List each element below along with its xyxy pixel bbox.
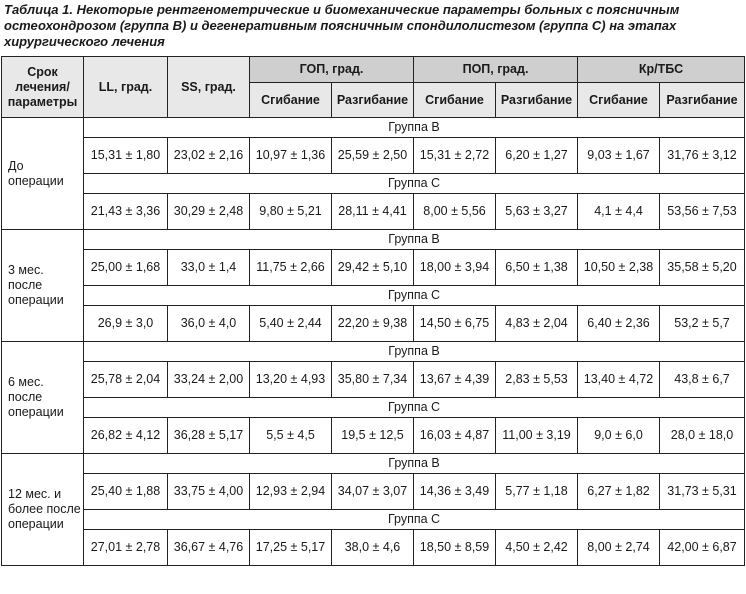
value-cell: 31,76 ± 3,12 xyxy=(660,138,745,174)
value-cell: 15,31 ± 2,72 xyxy=(414,138,496,174)
value-cell: 11,75 ± 2,66 xyxy=(250,250,332,286)
value-cell: 28,11 ± 4,41 xyxy=(332,194,414,230)
group-label: Группа С xyxy=(84,174,745,194)
value-cell: 5,63 ± 3,27 xyxy=(496,194,578,230)
header-gop-flex: Сгибание xyxy=(250,83,332,118)
value-cell: 4,83 ± 2,04 xyxy=(496,306,578,342)
header-kr: Кр/ТБС xyxy=(578,57,745,83)
table-caption xyxy=(4,2,742,50)
group-label: Группа В xyxy=(84,342,745,362)
value-cell: 38,0 ± 4,6 xyxy=(332,530,414,566)
header-ss: SS, град. xyxy=(168,57,250,118)
table-header xyxy=(2,57,745,118)
value-cell: 6,40 ± 2,36 xyxy=(578,306,660,342)
period-cell: 3 мес. после операции xyxy=(2,230,84,342)
value-cell: 36,67 ± 4,76 xyxy=(168,530,250,566)
value-cell: 17,25 ± 5,17 xyxy=(250,530,332,566)
value-cell: 36,28 ± 5,17 xyxy=(168,418,250,454)
group-label-row xyxy=(2,174,745,194)
value-cell: 42,00 ± 6,87 xyxy=(660,530,745,566)
value-cell: 30,29 ± 2,48 xyxy=(168,194,250,230)
header-pop-ext: Разгибание xyxy=(496,83,578,118)
value-cell: 36,0 ± 4,0 xyxy=(168,306,250,342)
value-cell: 25,59 ± 2,50 xyxy=(332,138,414,174)
value-cell: 53,2 ± 5,7 xyxy=(660,306,745,342)
value-cell: 27,01 ± 2,78 xyxy=(84,530,168,566)
value-cell: 10,50 ± 2,38 xyxy=(578,250,660,286)
group-label-row xyxy=(2,510,745,530)
value-cell: 43,8 ± 6,7 xyxy=(660,362,745,398)
header-gop-ext: Разгибание xyxy=(332,83,414,118)
table-row xyxy=(2,418,745,454)
group-label-row xyxy=(2,230,745,250)
group-label: Группа С xyxy=(84,286,745,306)
group-label: Группа С xyxy=(84,510,745,530)
group-label: Группа С xyxy=(84,398,745,418)
value-cell: 33,0 ± 1,4 xyxy=(168,250,250,286)
value-cell: 12,93 ± 2,94 xyxy=(250,474,332,510)
value-cell: 25,40 ± 1,88 xyxy=(84,474,168,510)
value-cell: 10,97 ± 1,36 xyxy=(250,138,332,174)
header-gop: ГОП, град. xyxy=(250,57,414,83)
value-cell: 16,03 ± 4,87 xyxy=(414,418,496,454)
group-label-row xyxy=(2,342,745,362)
table-row xyxy=(2,362,745,398)
value-cell: 53,56 ± 7,53 xyxy=(660,194,745,230)
value-cell: 25,00 ± 1,68 xyxy=(84,250,168,286)
value-cell: 4,1 ± 4,4 xyxy=(578,194,660,230)
value-cell: 6,20 ± 1,27 xyxy=(496,138,578,174)
group-label-row xyxy=(2,286,745,306)
value-cell: 6,27 ± 1,82 xyxy=(578,474,660,510)
value-cell: 19,5 ± 12,5 xyxy=(332,418,414,454)
value-cell: 23,02 ± 2,16 xyxy=(168,138,250,174)
group-label-row xyxy=(2,398,745,418)
value-cell: 13,67 ± 4,39 xyxy=(414,362,496,398)
value-cell: 35,58 ± 5,20 xyxy=(660,250,745,286)
group-label: Группа В xyxy=(84,118,745,138)
value-cell: 6,50 ± 1,38 xyxy=(496,250,578,286)
value-cell: 34,07 ± 3,07 xyxy=(332,474,414,510)
value-cell: 21,43 ± 3,36 xyxy=(84,194,168,230)
data-table xyxy=(1,56,745,566)
caption-line: Таблица 1. Некоторые рентгенометрические и биомеханические параметры больных с поясничным xyxy=(4,2,680,17)
value-cell: 14,36 ± 3,49 xyxy=(414,474,496,510)
value-cell: 5,77 ± 1,18 xyxy=(496,474,578,510)
value-cell: 33,75 ± 4,00 xyxy=(168,474,250,510)
value-cell: 8,00 ± 5,56 xyxy=(414,194,496,230)
period-cell: 12 мес. и более после операции xyxy=(2,454,84,566)
header-period: Срок лечения/параметры xyxy=(2,57,84,118)
group-label: Группа В xyxy=(84,230,745,250)
value-cell: 9,0 ± 6,0 xyxy=(578,418,660,454)
value-cell: 9,03 ± 1,67 xyxy=(578,138,660,174)
value-cell: 2,83 ± 5,53 xyxy=(496,362,578,398)
table-row xyxy=(2,306,745,342)
value-cell: 31,73 ± 5,31 xyxy=(660,474,745,510)
value-cell: 26,9 ± 3,0 xyxy=(84,306,168,342)
value-cell: 5,5 ± 4,5 xyxy=(250,418,332,454)
header-ll: LL, град. xyxy=(84,57,168,118)
header-kr-ext: Разгибание xyxy=(660,83,745,118)
table-row xyxy=(2,530,745,566)
table-row xyxy=(2,138,745,174)
value-cell: 13,20 ± 4,93 xyxy=(250,362,332,398)
value-cell: 28,0 ± 18,0 xyxy=(660,418,745,454)
table-row xyxy=(2,474,745,510)
value-cell: 9,80 ± 5,21 xyxy=(250,194,332,230)
value-cell: 5,40 ± 2,44 xyxy=(250,306,332,342)
period-cell: До операции xyxy=(2,118,84,230)
table-body xyxy=(2,118,745,566)
value-cell: 11,00 ± 3,19 xyxy=(496,418,578,454)
table-row xyxy=(2,250,745,286)
value-cell: 33,24 ± 2,00 xyxy=(168,362,250,398)
value-cell: 18,00 ± 3,94 xyxy=(414,250,496,286)
caption-line: остеохондрозом (группа В) и дегенеративным поясничным спондилолистезом (группа С) на этапах xyxy=(4,18,677,33)
value-cell: 15,31 ± 1,80 xyxy=(84,138,168,174)
value-cell: 18,50 ± 8,59 xyxy=(414,530,496,566)
header-kr-flex: Сгибание xyxy=(578,83,660,118)
period-cell: 6 мес. после операции xyxy=(2,342,84,454)
caption-line: хирургического лечения xyxy=(4,34,165,49)
table-row xyxy=(2,194,745,230)
group-label-row xyxy=(2,454,745,474)
group-label: Группа В xyxy=(84,454,745,474)
value-cell: 14,50 ± 6,75 xyxy=(414,306,496,342)
value-cell: 22,20 ± 9,38 xyxy=(332,306,414,342)
value-cell: 29,42 ± 5,10 xyxy=(332,250,414,286)
value-cell: 13,40 ± 4,72 xyxy=(578,362,660,398)
value-cell: 26,82 ± 4,12 xyxy=(84,418,168,454)
header-pop: ПОП, град. xyxy=(414,57,578,83)
value-cell: 4,50 ± 2,42 xyxy=(496,530,578,566)
header-pop-flex: Сгибание xyxy=(414,83,496,118)
value-cell: 35,80 ± 7,34 xyxy=(332,362,414,398)
value-cell: 25,78 ± 2,04 xyxy=(84,362,168,398)
value-cell: 8,00 ± 2,74 xyxy=(578,530,660,566)
group-label-row xyxy=(2,118,745,138)
